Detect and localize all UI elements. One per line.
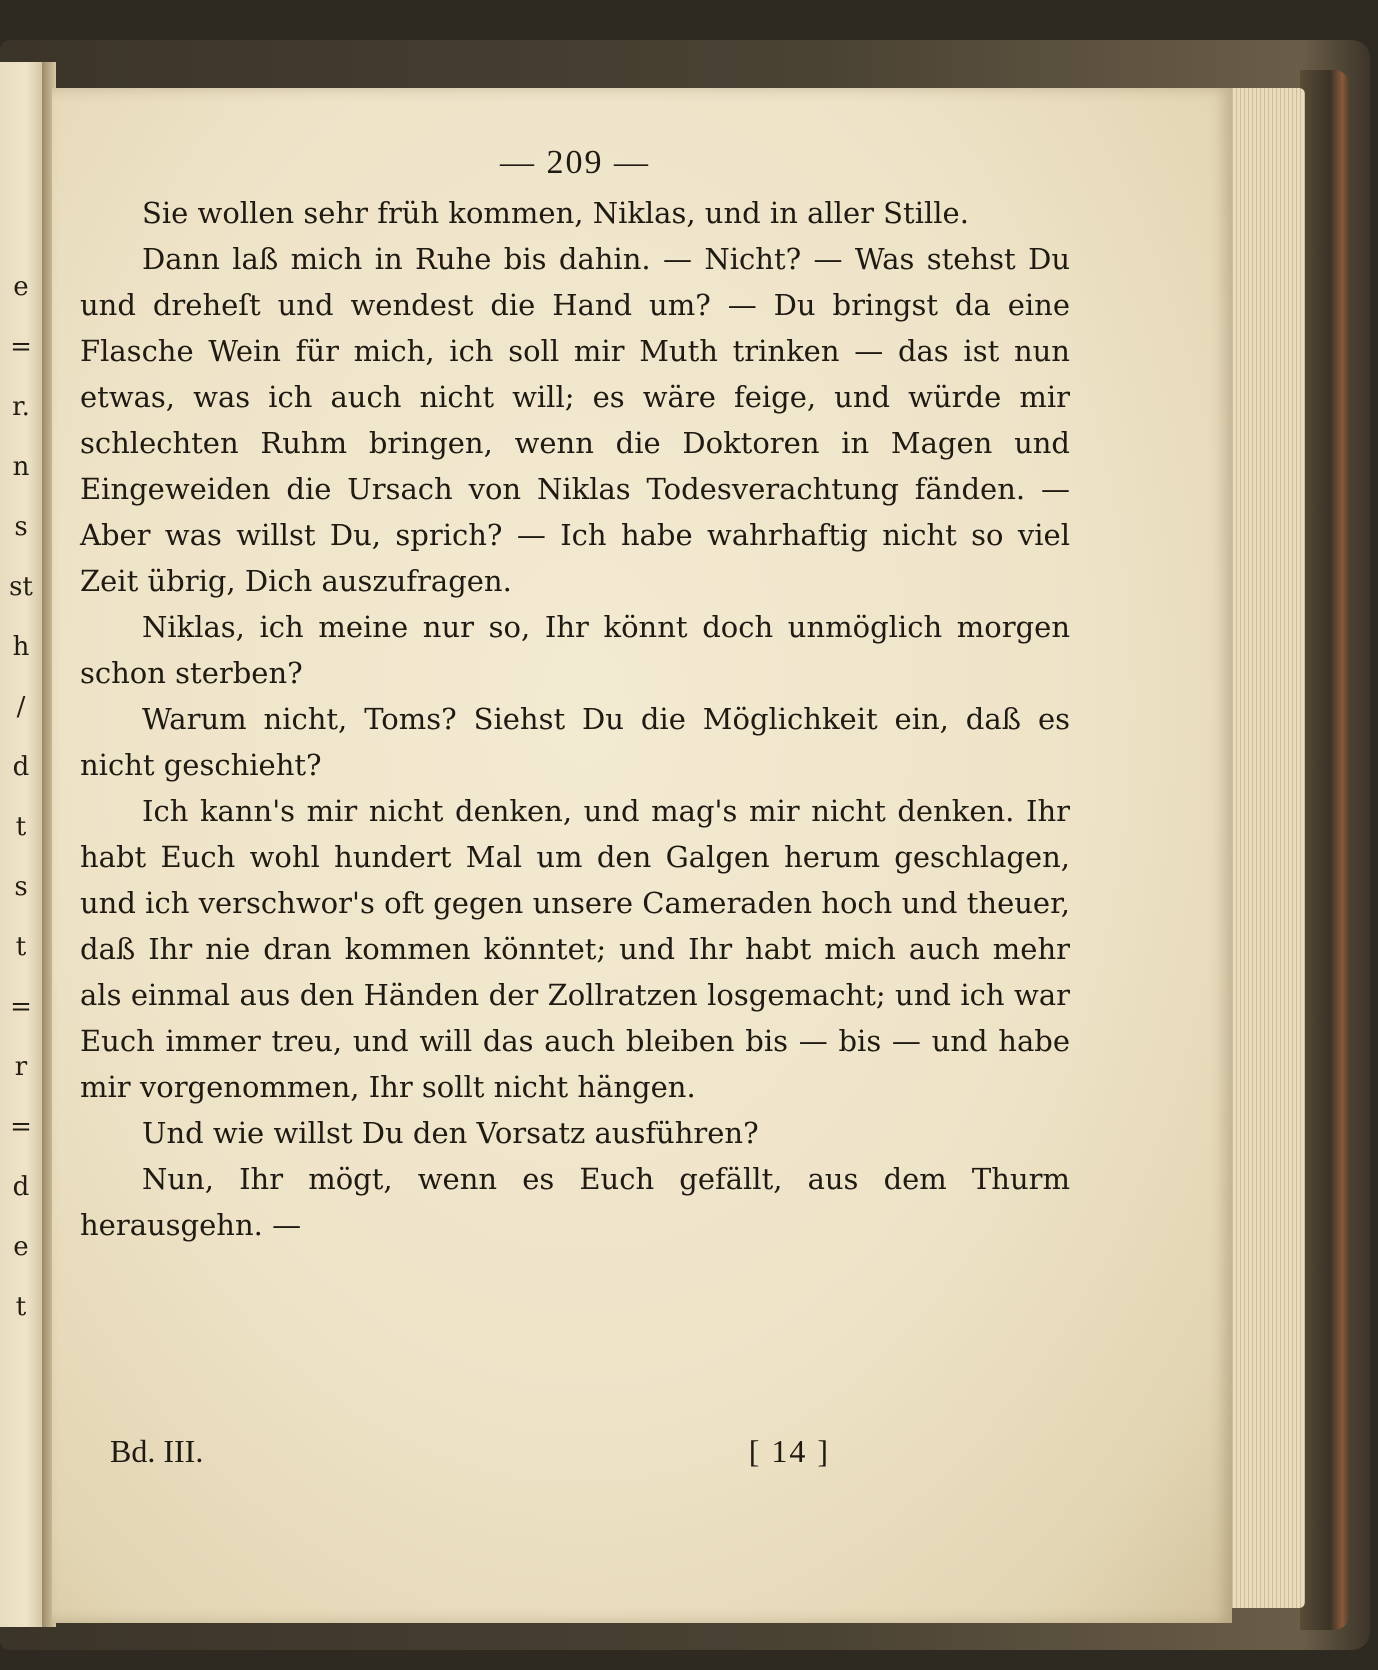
fragment: t xyxy=(15,1292,27,1322)
fragment: r xyxy=(14,1052,28,1082)
fragment: s xyxy=(14,872,28,902)
signature-mark: [ 14 ] xyxy=(748,1433,830,1469)
fragment: = xyxy=(10,992,32,1022)
paragraph: Ich kann's mir nicht denken, und mag's mir nicht denken. Ihr habt Euch wohl hundert Mal um den Galgen herum geschlagen, und ich verschwor's oft gegen unsere Cameraden hoch und theuer, daß Ihr nie dran kommen könntet; und Ihr habt mich auch mehr als einmal aus den Händen der Zollratzen losgemacht; und ich war Euch immer treu, und will das auch bleiben bis — bis — und habe mir vorgenommen, Ihr sollt nicht hängen. xyxy=(80,794,1070,1104)
fragment: n xyxy=(12,452,30,482)
page-footer xyxy=(110,1433,830,1470)
page-stack-edge xyxy=(1225,88,1305,1608)
fragment: e xyxy=(13,1232,29,1262)
fragment: = xyxy=(10,332,32,362)
fragment: r. xyxy=(12,392,30,422)
paragraph: Sie wollen sehr früh kommen, Niklas, und in aller Stille. xyxy=(142,196,969,230)
page-number: — 209 — xyxy=(500,144,650,181)
fragment: d xyxy=(12,1172,30,1202)
book-fore-edge-binding xyxy=(1300,70,1350,1630)
paragraph: Dann laß mich in Ruhe bis dahin. — Nicht? — Was stehst Du und dreheſt und wendest die Hand um? — Du bringst da eine Flasche Wein für mich, ich soll mir Muth trinken — das ist nun etwas, was ich auch nicht will; es wäre feige, und würde mir schlechten Ruhm bringen, wenn die Doktoren in Magen und Eingeweiden die Ursach von Niklas Todesverachtung fänden. — Aber was willst Du, sprich? — Ich habe wahrhaftig nicht so viel Zeit übrig, Dich auszufragen. xyxy=(80,242,1070,598)
page-text-block xyxy=(80,140,1070,1248)
fragment: / xyxy=(16,692,26,722)
paragraph: Niklas, ich meine nur so, Ihr könnt doch unmöglich morgen schon sterben? xyxy=(80,610,1070,690)
fragment: t xyxy=(15,932,27,962)
fragment: = xyxy=(10,1112,32,1142)
paragraph: Nun, Ihr mögt, wenn es Euch gefällt, aus dem Thurm herausgehn. — xyxy=(80,1162,1070,1242)
fragment: h xyxy=(12,632,30,662)
fragment: d xyxy=(12,752,30,782)
fragment: st xyxy=(9,572,33,602)
fragment: e xyxy=(13,272,29,302)
fragment: t xyxy=(15,812,27,842)
left-page-text-fragments xyxy=(4,272,38,1322)
volume-label: Bd. III. xyxy=(110,1433,204,1469)
left-page-fragment xyxy=(0,62,48,1627)
fragment: s xyxy=(14,512,28,542)
paragraph: Und wie willst Du den Vorsatz ausführen? xyxy=(142,1116,759,1150)
paragraph: Warum nicht, Toms? Siehst Du die Möglichkeit ein, daß es nicht geschieht? xyxy=(80,702,1070,782)
